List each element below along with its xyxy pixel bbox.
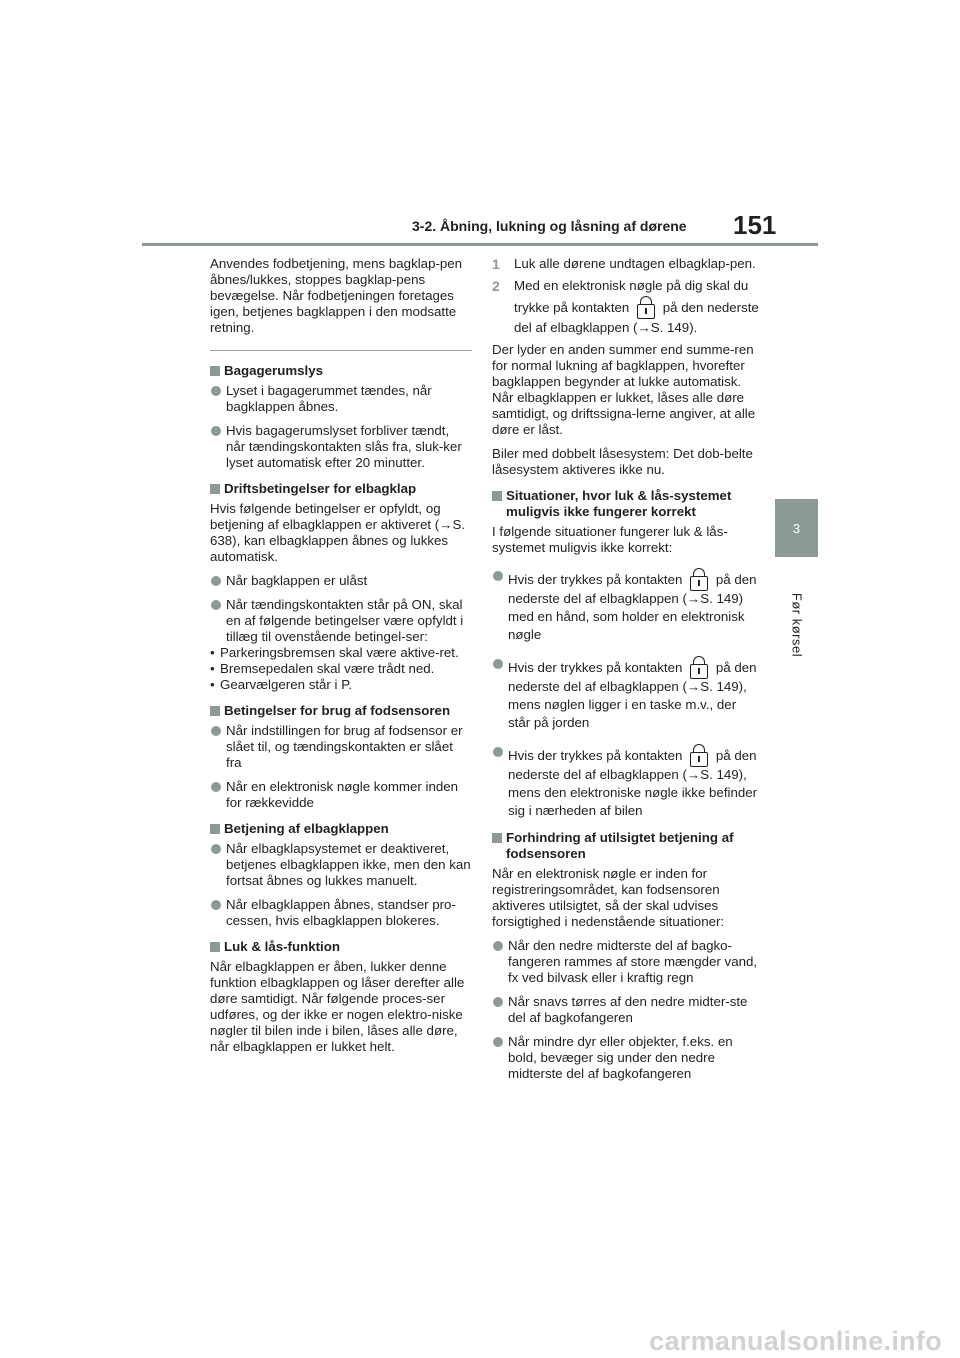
step-1: 1 Luk alle dørene undtagen elbagklap-pen. — [492, 256, 756, 272]
body-paragraph: Biler med dobbelt låsesystem: Det dob-belte låsesystem aktiveres ikke nu. — [492, 446, 753, 477]
watermark — [0, 1326, 960, 1358]
dash-item: • Parkeringsbremsen skal være aktive-ret. — [210, 645, 472, 661]
square-bullet-icon — [492, 491, 502, 501]
body-paragraph: Hvis følgende betingelser er opfyldt, og betjening af elbagklappen er aktiveret (→S. 638), kan elbagklappen åbnes og lukkes automatisk. — [210, 501, 466, 564]
list-item: Når elbagklapsystemet er deaktiveret, betjenes elbagklappen ikke, men den kan fortsat åbnes og lukkes manuelt. — [210, 841, 472, 889]
heading-situationer: Situationer, hvor luk & lås-systemet muligvis ikke fungerer korrekt — [492, 488, 760, 520]
heading-luk-laas: Luk & lås-funktion — [210, 939, 472, 955]
heading-driftsbetingelser: Driftsbetingelser for elbagklap — [210, 481, 472, 497]
chapter-tab — [775, 499, 818, 557]
square-bullet-icon — [210, 824, 220, 834]
body-paragraph: I følgende situationer fungerer luk & lås-systemet muligvis ikke korrekt: — [492, 524, 728, 555]
lock-switch-icon — [690, 568, 708, 590]
circle-bullet-icon — [211, 426, 221, 436]
list-item: Når bagklappen er ulåst — [210, 573, 472, 589]
list-item: Hvis der trykkes på kontakten på den nederste del af elbagklappen (→S. 149), mens den elektroniske nøgle ikke befinder sig i nærheden af bilen — [492, 744, 760, 820]
square-bullet-icon — [210, 942, 220, 952]
watermark-text: carmanualsonline.info — [649, 1326, 942, 1356]
page-number: 151 — [733, 210, 777, 240]
header-rule — [142, 243, 818, 246]
step-number: 1 — [492, 256, 500, 272]
list-item: Når snavs tørres af den nedre midter-ste del af bagkofangeren — [492, 994, 760, 1026]
body-paragraph: Der lyder en anden summer end summe-ren for normal lukning af bagklappen, hvorefter bagklappen begynder at lukke automatisk. Når elbagklappen er lukket, låses alle døre samtidigt, og driftssigna-lerne angiver, at alle døre er låst. — [492, 342, 756, 437]
list-item: Når en elektronisk nøgle kommer inden for rækkevidde — [210, 779, 472, 811]
square-bullet-icon — [492, 833, 502, 843]
circle-bullet-icon — [493, 1037, 503, 1047]
list-item: Hvis bagagerumslyset forbliver tændt, når tændingskontakten slås fra, sluk-ker lyset automatisk efter 20 minutter. — [210, 423, 472, 471]
circle-bullet-icon — [493, 997, 503, 1007]
dash-list — [210, 645, 472, 693]
circle-bullet-icon — [493, 571, 503, 581]
circle-bullet-icon — [211, 576, 221, 586]
circle-bullet-icon — [211, 844, 221, 854]
lock-switch-icon — [637, 296, 655, 318]
intro-paragraph: Anvendes fodbetjening, mens bagklap-pen åbnes/lukkes, stoppes bagklap-pens bevægelse. Når fodbetjeningen foretages igen, betjenes bagklappen i den modsatte retning. — [210, 256, 463, 335]
heading-bagagerumslys: Bagagerumslys — [210, 363, 472, 379]
step-2: 2 Med en elektronisk nøgle på dig skal du trykke på kontakten på den nederste del af elbagklappen (→S. 149). — [492, 278, 759, 335]
list-item: Når elbagklappen åbnes, standser pro-cessen, hvis elbagklappen blokeres. — [210, 897, 472, 929]
dash-item: • Gearvælgeren står i P. — [210, 677, 472, 693]
list-item: Når indstillingen for brug af fodsensor er slået til, og tændingskontakten er slået fra — [210, 723, 472, 771]
square-bullet-icon — [210, 366, 220, 376]
list-item: Når den nedre midterste del af bagko-fangeren rammes af store mængder vand, fx ved bilvask eller i kraftig regn — [492, 938, 760, 986]
circle-bullet-icon — [211, 726, 221, 736]
circle-bullet-icon — [493, 747, 503, 757]
chapter-title: Før kørsel — [789, 592, 805, 658]
circle-bullet-icon — [493, 659, 503, 669]
lock-switch-icon — [690, 744, 708, 766]
dash-item: • Bremsepedalen skal være trådt ned. — [210, 661, 472, 677]
right-column — [492, 256, 760, 1090]
list-item: Hvis der trykkes på kontakten på den nederste del af elbagklappen (→S. 149), mens nøglen ligger i en taske m.v., der står på jorden — [492, 656, 760, 732]
left-column — [210, 256, 472, 1063]
heading-forhindring: Forhindring af utilsigtet betjening af fodsensoren — [492, 830, 760, 862]
square-bullet-icon — [210, 484, 220, 494]
circle-bullet-icon — [493, 941, 503, 951]
chapter-number: 3 — [792, 520, 801, 536]
list-item: Når mindre dyr eller objekter, f.eks. en bold, bevæger sig under den nedre midterste del af bagkofangeren — [492, 1034, 760, 1082]
step-number: 2 — [492, 278, 500, 294]
list-item: Hvis der trykkes på kontakten på den nederste del af elbagklappen (→S. 149) med en hånd, som holder en elektronisk nøgle — [492, 568, 760, 644]
body-paragraph: Når en elektronisk nøgle er inden for registreringsområdet, kan fodsensoren aktiveres utilsigtet, så der skal udvises forsigtighed i nedenstående situationer: — [492, 866, 725, 929]
body-paragraph: Når elbagklappen er åben, lukker denne funktion elbagklappen og låser derefter alle døre samtidigt. Når følgende proces-ser udføres, og der ikke er nogen elektro-niske nøgler til bilen inde i bilen, låses alle døre, når elbagklappen er lukket helt. — [210, 959, 465, 1054]
circle-bullet-icon — [211, 386, 221, 396]
heading-betjening: Betjening af elbagklappen — [210, 821, 472, 837]
square-bullet-icon — [210, 706, 220, 716]
list-item: Når tændingskontakten står på ON, skal en af følgende betingelser være opfyldt i tillæg til ovenstående betingel-ser: — [210, 597, 472, 645]
circle-bullet-icon — [211, 782, 221, 792]
section-title: 3-2. Åbning, lukning og låsning af dørene — [412, 218, 687, 234]
section-divider — [210, 350, 472, 351]
list-item: Lyset i bagagerummet tændes, når bagklappen åbnes. — [210, 383, 472, 415]
circle-bullet-icon — [211, 600, 221, 610]
chapter-side-label — [773, 590, 821, 660]
heading-fodsensor: Betingelser for brug af fodsensoren — [210, 703, 472, 719]
lock-switch-icon — [690, 656, 708, 678]
circle-bullet-icon — [211, 900, 221, 910]
